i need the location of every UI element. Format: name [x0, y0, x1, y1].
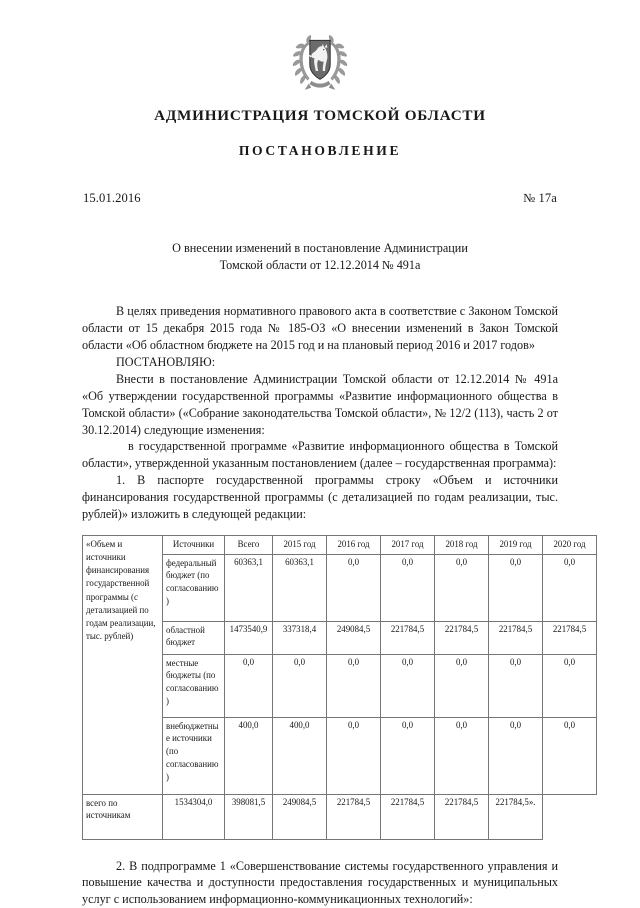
table-header-total: Всего	[225, 535, 273, 554]
table-header-2017: 2017 год	[381, 535, 435, 554]
body-paragraph-4: в государственной программе «Развитие информационного общества в Томской области», утвержденной указанным постановлением (далее – государственная программа):	[82, 439, 558, 471]
document-number: № 17а	[523, 190, 557, 205]
table-cell-value: 0,0	[327, 717, 381, 794]
subject-line-1: О внесении изменений в постановление Администрации	[172, 240, 468, 255]
table-cell-value: 0,0	[489, 654, 543, 717]
table-header-2016: 2016 год	[327, 535, 381, 554]
table-cell-value: 0,0	[543, 554, 597, 621]
document-closing	[82, 858, 558, 908]
table-cell-value: 1534304,0	[163, 794, 225, 839]
table-cell-value: 0,0	[327, 554, 381, 621]
table-cell-value: 0,0	[543, 717, 597, 794]
body-paragraph-1: В целях приведения нормативного правового акта в соответствие с Законом Томской области от 15 декабря 2015 года № 185-ОЗ «О внесении изменений в Закон Томской области «Об областном бюджете на 2015 год и на плановый период 2016 и 2017 годов»	[82, 304, 558, 353]
table-cell-value: 398081,5	[225, 794, 273, 839]
document-subject	[82, 240, 558, 274]
table-cell-value: 221784,5	[435, 621, 489, 654]
table-row	[83, 535, 597, 554]
table-cell-value: 249084,5	[273, 794, 327, 839]
table-cell-value: 249084,5	[327, 621, 381, 654]
body-paragraph-3: Внести в постановление Администрации Томской области от 12.12.2014 № 491а «Об утверждении государственной программы «Развитие информационного общества в Томской области» («Собрание законодательства Томской области», № 12/2 (113), часть 2 от 30.12.2014) следующие изменения:	[82, 371, 558, 437]
table-cell-value: 221784,5	[327, 794, 381, 839]
table-cell-source: местные бюджеты (по согласованию)	[163, 654, 225, 717]
table-header-source: Источники	[163, 535, 225, 554]
tomsk-oblast-coat-of-arms-icon	[292, 33, 348, 95]
table-cell-value: 0,0	[435, 654, 489, 717]
body-paragraph-enact: ПОСТАНОВЛЯЮ:	[116, 355, 216, 369]
document-body	[82, 303, 558, 523]
document-date: 15.01.2016	[83, 190, 141, 205]
financing-table	[82, 535, 597, 840]
table-cell-value: 0,0	[435, 717, 489, 794]
table-cell-value: 221784,5».	[489, 794, 543, 839]
table-cell-value: 0,0	[327, 654, 381, 717]
table-cell-value: 60363,1	[225, 554, 273, 621]
table-cell-value: 1473540,9	[225, 621, 273, 654]
emblem-container	[82, 0, 558, 95]
organization-title: АДМИНИСТРАЦИЯ ТОМСКОЙ ОБЛАСТИ	[154, 107, 486, 124]
document-kind-title: ПОСТАНОВЛЕНИЕ	[238, 142, 402, 158]
table-cell-source: внебюджетные источники (по согласованию)	[163, 717, 225, 794]
table-header-2015: 2015 год	[273, 535, 327, 554]
table-header-2018: 2018 год	[435, 535, 489, 554]
table-cell-value: 0,0	[489, 717, 543, 794]
table-cell-value: 400,0	[225, 717, 273, 794]
table-cell-value: 221784,5	[381, 621, 435, 654]
table-cell-value: 221784,5	[435, 794, 489, 839]
table-cell-value: 60363,1	[273, 554, 327, 621]
table-cell-value: 0,0	[543, 654, 597, 717]
table-cell-value: 337318,4	[273, 621, 327, 654]
table-row-label: «Объем и источники финансирования государственной программы (с детализацией по годам реализации, тыс. рублей)	[83, 535, 163, 794]
table-cell-value: 221784,5	[381, 794, 435, 839]
table-cell-value: 0,0	[225, 654, 273, 717]
table-cell-value: 221784,5	[489, 621, 543, 654]
table-cell-source: всего по источникам	[83, 794, 163, 839]
table-cell-value: 0,0	[435, 554, 489, 621]
document-meta-row	[82, 191, 558, 206]
table-cell-source: федеральный бюджет (по согласованию)	[163, 554, 225, 621]
table-cell-value: 0,0	[489, 554, 543, 621]
table-cell-value: 0,0	[381, 717, 435, 794]
closing-paragraph-1: 2. В подпрограмме 1 «Совершенствование системы государственного управления и повышение качества и доступности предоставления государственных и муниципальных услуг с использованием информационно-коммуникационных технологий»:	[82, 858, 558, 907]
table-cell-value: 0,0	[273, 654, 327, 717]
table-cell-source: областной бюджет	[163, 621, 225, 654]
subject-line-2: Томской области от 12.12.2014 № 491а	[219, 257, 421, 272]
table-cell-value: 0,0	[381, 654, 435, 717]
table-cell-value: 221784,5	[543, 621, 597, 654]
body-paragraph-5: 1. В паспорте государственной программы строку «Объем и источники финансирования государственной программы (с детализацией по годам реализации, тыс. рублей)» изложить в следующей редакции:	[82, 473, 558, 522]
table-cell-value: 400,0	[273, 717, 327, 794]
table-header-2019: 2019 год	[489, 535, 543, 554]
table-header-2020: 2020 год	[543, 535, 597, 554]
table-row	[83, 794, 597, 839]
table-cell-value: 0,0	[381, 554, 435, 621]
